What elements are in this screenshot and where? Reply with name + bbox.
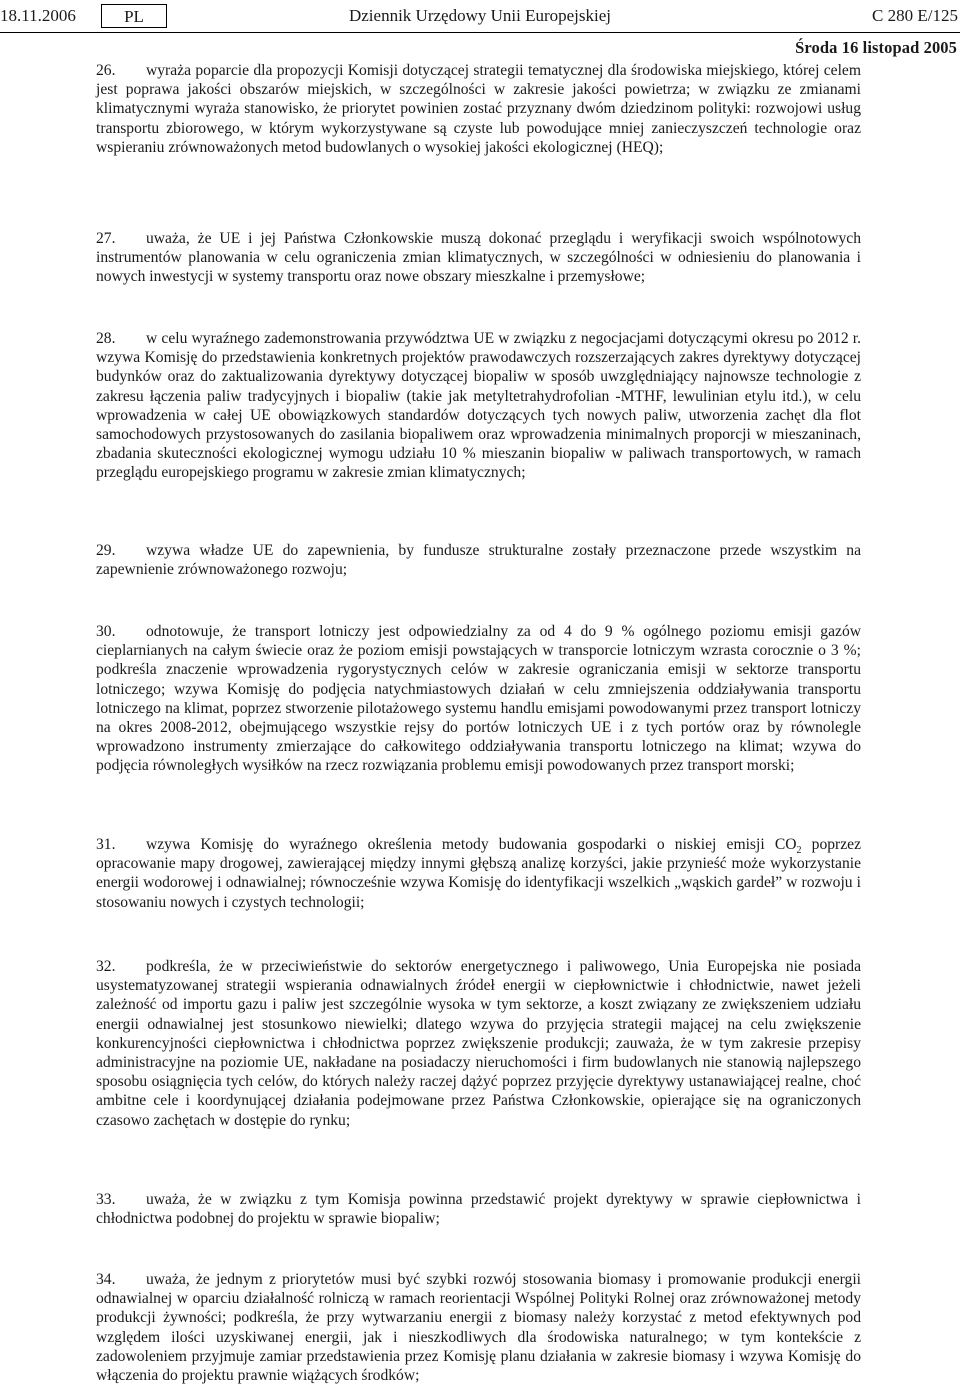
journal-title: Dziennik Urzędowy Unii Europejskiej	[348, 6, 611, 25]
paragraph-text-end: poprzez opracowanie mapy drogowej, zawierającej między innymi głębszą analizę korzyści, jakie przynieść może wykorzystanie energii wodorowej i odnawialnej; równocześnie wzywa Komisję do identyfikacji wszelkich „wąskich gardeł” w rozwoju i stosowaniu nowych i czystych technologii;	[96, 836, 861, 911]
paragraph-text: wzywa władze UE do zapewnienia, by fundusze strukturalne zostały przeznaczone przede wszystkim na zapewnienie zrównoważonego rozwoju;	[96, 542, 861, 579]
paragraph-27	[96, 229, 861, 287]
paragraph-number: 27.	[96, 230, 116, 247]
paragraph-34	[96, 1270, 861, 1385]
paragraph-32	[96, 957, 861, 1130]
paragraph-number: 29.	[96, 542, 116, 559]
paragraph-text: uważa, że w związku z tym Komisja powinna przedstawić projekt dyrektywy w sprawie ciepłownictwa i chłodnictwa podobnej do projektu w sprawie biopaliw;	[96, 1191, 861, 1228]
issue-date: 18.11.2006	[0, 6, 76, 25]
paragraph-31	[96, 835, 861, 912]
paragraph-text: odnotowuje, że transport lotniczy jest odpowiedzialny za od 4 do 9 % ogólnego poziomu emisji gazów cieplarnianych na całym świecie oraz że poziom emisji powstających w transporcie lotniczym wzrasta corocznie o 3 %; podkreśla znaczenie wprowadzenia rygorystycznych celów w zakresie ograniczania emisji w sektorze transportu lotniczego; wzywa Komisję do podjęcia natychmiastowych działań w celu zmniejszenia oddziaływania transportu lotniczego na klimat, poprzez stworzenie pilotażowego systemu handlu emisjami powodowanymi przez transport lotniczy na okres 2008-2012, obejmującego wszystkie rejsy do portów lotniczych UE i z tych portów oraz by równolegle wprowadzono instrumenty zmierzające do całkowitego oddziaływania transportu lotniczego na klimat; wzywa do podjęcia równoległych wysiłków na rzecz rozwiązania problemu emisji powodowanych przez transport morski;	[96, 623, 861, 775]
paragraph-text-start: wzywa Komisję do wyraźnego określenia metody budowania gospodarki o niskiej emisji CO	[146, 836, 797, 853]
paragraph-33	[96, 1190, 861, 1228]
language-code-box: PL	[101, 4, 167, 28]
paragraph-text: uważa, że UE i jej Państwa Członkowskie muszą dokonać przeglądu i weryfikacji swoich wspólnotowych instrumentów planowania w celu ograniczenia zmian klimatycznych, w szczególności w odniesieniu do planowania i nowych inwestycji w systemy transportu oraz nowe obszary mieszkalne i przemysłowe;	[96, 230, 861, 286]
paragraph-number: 28.	[96, 330, 116, 347]
paragraph-28	[96, 329, 861, 483]
paragraph-text: wyraża poparcie dla propozycji Komisji dotyczącej strategii tematycznej dla środowiska miejskiego, której celem jest poprawa jakości obszarów miejskich, w szczególności w zakresie jakości powietrza; w związku ze zmianami klimatycznymi wyraża stanowisko, że priorytet powinien zostać przyznany dwóm dziedzinom polityki: rozwojowi usług transportu zbiorowego, w którym wykorzystywane są czyste lub powodujące mniej zanieczyszczeń technologie oraz wspieraniu zrównoważonych metod budowlanych o wysokiej jakości ekologicznej (HEQ);	[96, 62, 861, 156]
sitting-date: Środa 16 listopad 2005	[795, 38, 957, 57]
paragraph-number: 26.	[96, 62, 116, 79]
page-header	[0, 0, 960, 33]
paragraph-number: 31.	[96, 836, 116, 853]
paragraph-number: 33.	[96, 1191, 116, 1208]
paragraph-number: 30.	[96, 623, 116, 640]
paragraph-text: uważa, że jednym z priorytetów musi być szybki rozwój stosowania biomasy i promowanie produkcji energii odnawialnej w oparciu działalność rolniczą w ramach reorientacji Wspólnej Polityki Rolnej oraz zrównoważonej metody produkcji żywności; podkreśla, że przy wytwarzaniu energii z biomasy należy korzystać z metod efektywnych pod względem ilości uzyskiwanej energii, jak i nieszkodliwych dla środowiska naturalnego; w tym kontekście z zadowoleniem przyjmuje zamiar przedstawienia przez Komisję planu działania w zakresie biomasy i wzywa Komisję do włączenia do projektu prawnie wiążących środków;	[96, 1271, 861, 1385]
co2-subscript: 2	[796, 845, 802, 857]
paragraph-number: 34.	[96, 1271, 116, 1288]
journal-reference: C 280 E/125	[872, 6, 958, 25]
paragraph-text: w celu wyraźnego zademonstrowania przywództwa UE w związku z negocjacjami dotyczącymi okresu po 2012 r. wzywa Komisję do przedstawienia konkretnych projektów prawodawczych rozszerzających zakres dyrektywy dotyczącej budynków oraz do zaktualizowania dyrektywy dotyczącej biopaliw w sposób uwzględniający najnowsze technologie z zakresu łączenia paliw tradycyjnych i biopaliw (takie jak metyltetrahydrofolian -MTHF, lewulinian etylu itd.), w celu wprowadzenia w całej UE obowiązkowych standardów dotyczących tych nowych paliw, utworzenia zachęt dla flot samochodowych przystosowanych do zasilania biopaliwem oraz wprowadzenia minimalnych proporcji w mieszaninach, zbadania skuteczności ekologicznej wymogu udziału 10 % mieszanin biopaliw w paliwach transportowych, w ramach przeglądu europejskiego programu w zakresie zmian klimatycznych;	[96, 330, 861, 482]
paragraph-30	[96, 622, 861, 776]
paragraph-number: 32.	[96, 958, 116, 975]
paragraph-29	[96, 541, 861, 579]
paragraph-26	[96, 61, 861, 157]
paragraph-text: podkreśla, że w przeciwieństwie do sektorów energetycznego i paliwowego, Unia Europejska nie posiada usystematyzowanej strategii wspierania odnawialnych źródeł energii w ciepłownictwie i chłodnictwie, nawet jeżeli zależność od importu gazu i paliw jest szczególnie wysoka w tym sektorze, a koszt związany ze zwiększeniem udziału energii odnawialnej jest stosunkowo niewielki; dlatego wzywa do przyjęcia strategii mającej na celu zwiększenie konkurencyjności ciepłownictwa i chłodnictwa poprzez zwiększenie produkcji; zauważa, że w tym zakresie przepisy administracyjne na poziomie UE, nakładane na posiadaczy nieruchomości i firm budowlanych nie stanowią najlepszego sposobu osiągnięcia tych celów, do których należy raczej dążyć poprzez przyjęcie dyrektywy ustanawiającej realne, choć ambitne cele i koordynującej działania podejmowane przez Państwa Członkowskie, opierające się na ograniczonych czasowo zachętach w dostępie do rynku;	[96, 958, 861, 1129]
